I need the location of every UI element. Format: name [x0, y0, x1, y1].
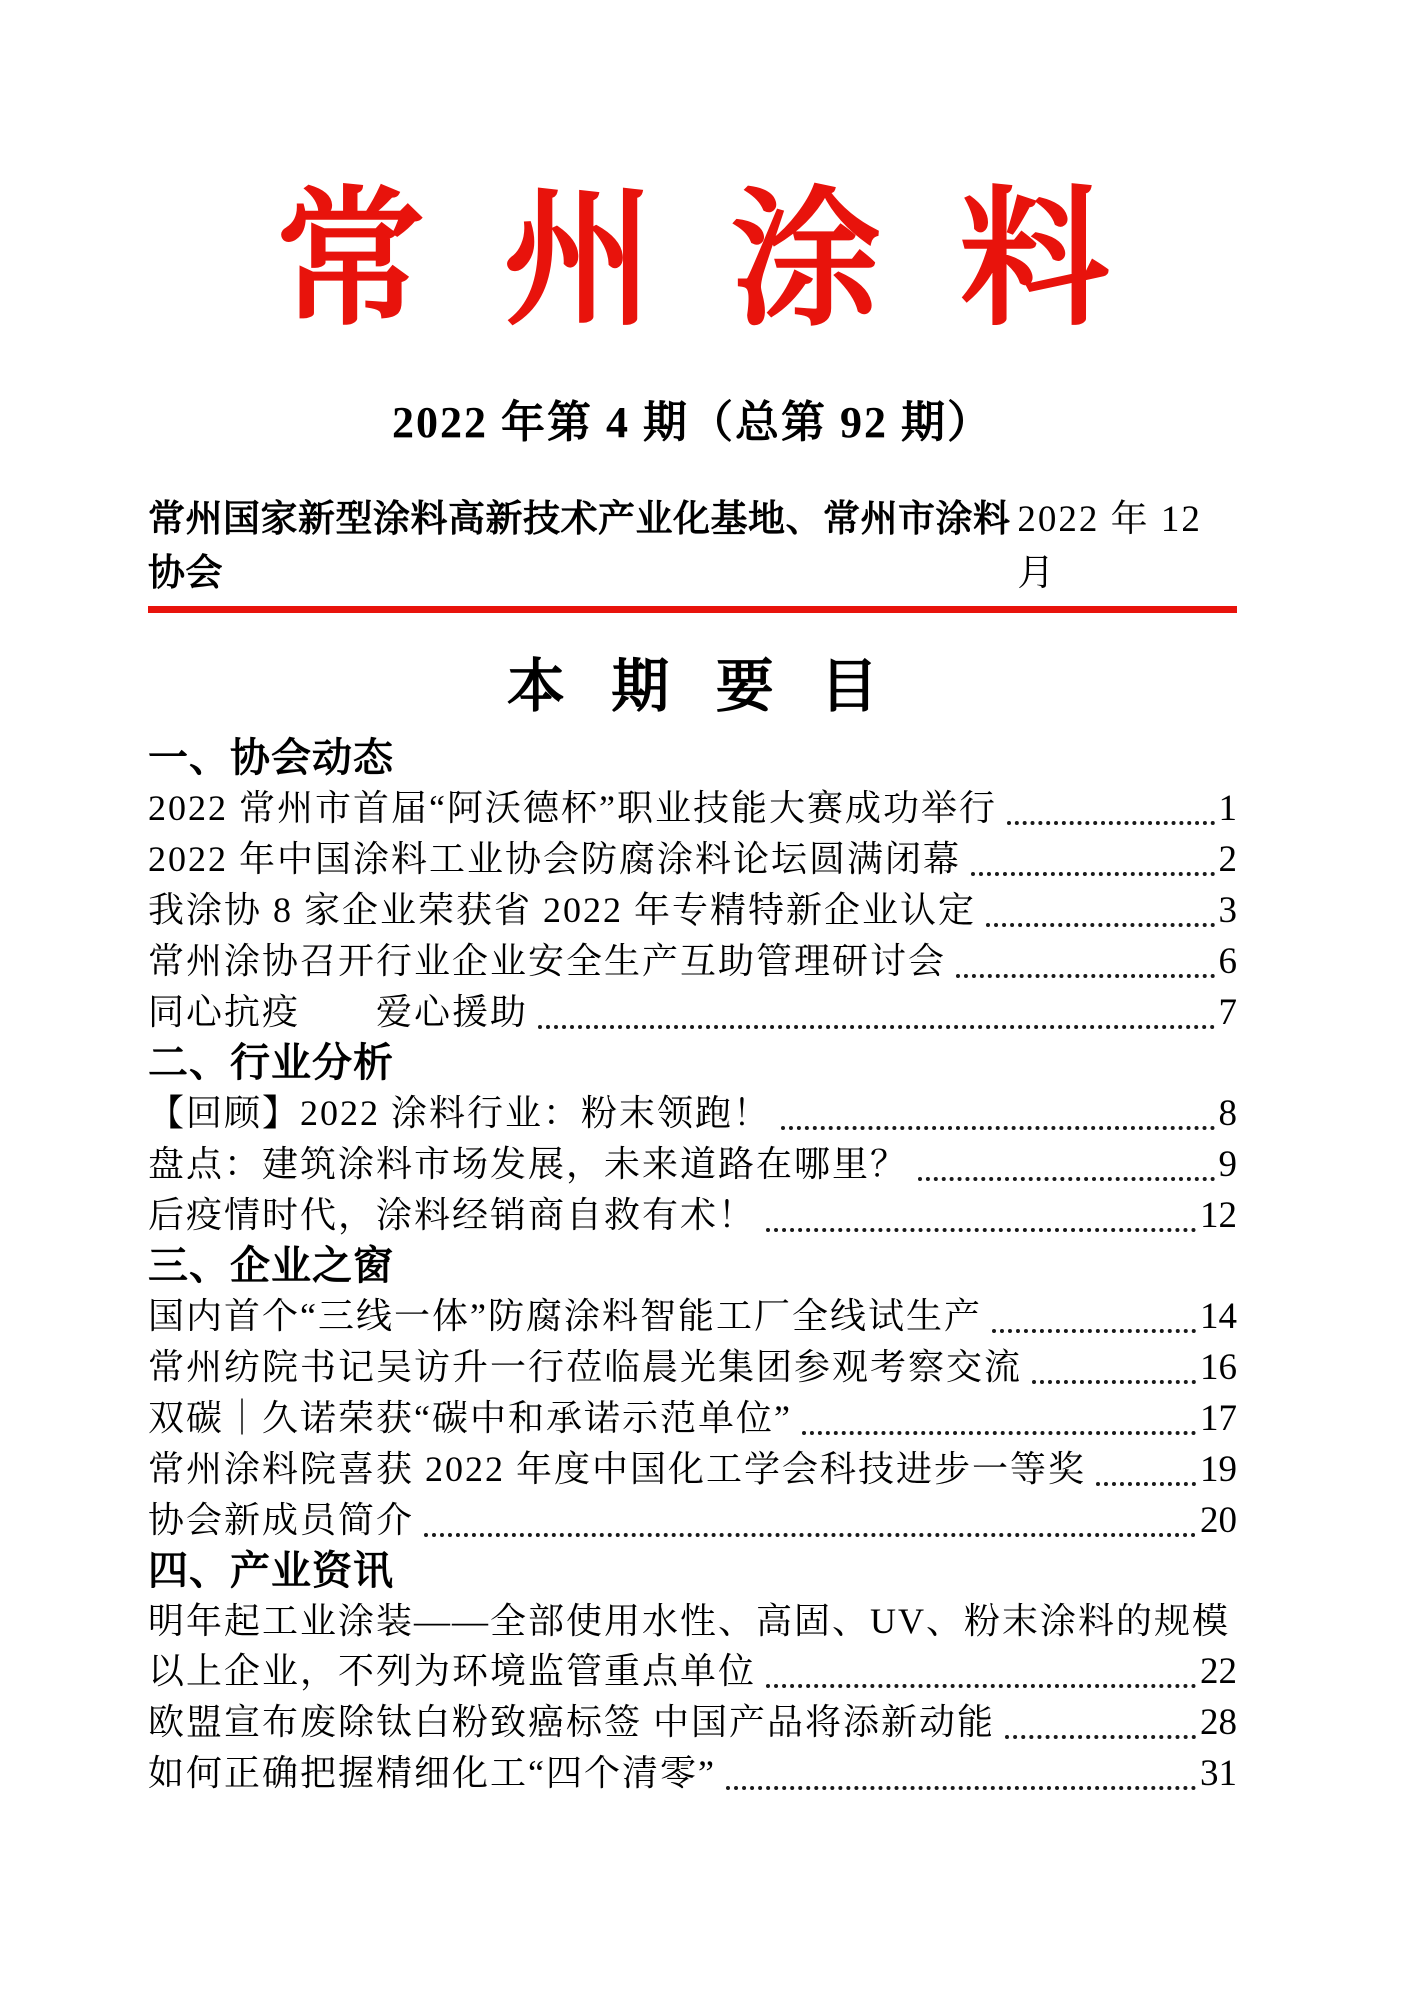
publication-title: 常州涂料: [275, 178, 1188, 344]
table-of-contents: [148, 733, 1237, 1799]
toc-dot-leader: [918, 1177, 1214, 1181]
toc-item: [148, 1190, 1237, 1241]
toc-item-text: 后疫情时代，涂料经销商自救有术！: [148, 1194, 757, 1235]
toc-item: [148, 885, 1237, 936]
toc-page-number: 20: [1200, 1499, 1237, 1541]
toc-page-number: 8: [1218, 1092, 1237, 1134]
toc-section-title: 四、产业资讯: [148, 1548, 394, 1593]
toc-dot-leader: [992, 1329, 1196, 1333]
toc-page-number: 16: [1200, 1346, 1237, 1388]
toc-item: [148, 1646, 1237, 1697]
toc-item-text: 欧盟宣布废除钛白粉致癌标签 中国产品将添新动能: [148, 1701, 996, 1742]
publisher-name: 常州国家新型涂料高新技术产业化基地、常州市涂料协会: [148, 498, 1011, 594]
toc-dot-leader: [538, 1025, 1214, 1029]
toc-item: [148, 834, 1237, 885]
toc-dot-leader: [956, 974, 1214, 978]
toc-item-text: 2022 年中国涂料工业协会防腐涂料论坛圆满闭幕: [148, 838, 962, 879]
toc-section-title: 二、行业分析: [148, 1040, 394, 1085]
toc-section-title: 三、企业之窗: [148, 1243, 394, 1288]
toc-item-text: 双碳｜久诺荣获“碳中和承诺示范单位”: [148, 1397, 792, 1438]
toc-dot-leader: [781, 1126, 1214, 1130]
toc-section-title: 一、协会动态: [148, 735, 394, 780]
publisher-row: [148, 488, 1237, 596]
toc-item: [148, 1495, 1237, 1546]
issue-number-line: 2022 年第 4 期（总第 92 期）: [392, 397, 993, 447]
toc-heading: 本期要目: [506, 653, 925, 719]
toc-item-text: 2022 常州市首届“阿沃德杯”职业技能大赛成功举行: [148, 787, 997, 828]
toc-page-number: 6: [1218, 940, 1237, 982]
toc-page-number: 17: [1200, 1397, 1237, 1439]
toc-page-number: 14: [1200, 1295, 1237, 1337]
toc-item: [148, 783, 1237, 834]
toc-dot-leader: [726, 1786, 1196, 1790]
toc-item-text: 我涂协 8 家企业荣获省 2022 年专精特新企业认定: [148, 889, 977, 930]
toc-dot-leader: [802, 1431, 1196, 1435]
toc-page-number: 1: [1218, 787, 1237, 829]
toc-dot-leader: [1032, 1380, 1196, 1384]
toc-page-number: 2: [1218, 838, 1237, 880]
toc-item-text: 常州纺院书记吴访升一行莅临晨光集团参观考察交流: [148, 1346, 1023, 1387]
toc-item-text: 同心抗疫 爱心援助: [148, 991, 529, 1032]
divider-rule: [148, 606, 1237, 613]
toc-dot-leader: [971, 872, 1214, 876]
toc-item: [148, 1393, 1237, 1444]
toc-item-text: 协会新成员简介: [148, 1499, 415, 1540]
toc-dot-leader: [424, 1533, 1196, 1537]
toc-dot-leader: [1096, 1482, 1196, 1486]
toc-item-text: 明年起工业涂装——全部使用水性、高固、UV、粉末涂料的规模: [148, 1600, 1230, 1641]
toc-dot-leader: [1005, 1735, 1196, 1739]
issue-date: 2022 年 12 月: [1017, 498, 1202, 594]
toc-item: [148, 1444, 1237, 1495]
toc-dot-leader: [1007, 821, 1215, 825]
toc-item: [148, 936, 1237, 987]
toc-item: [148, 1291, 1237, 1342]
toc-item: [148, 1139, 1237, 1190]
toc-item-text: 如何正确把握精细化工“四个清零”: [148, 1752, 716, 1793]
toc-dot-leader: [766, 1228, 1196, 1232]
toc-page-number: 22: [1200, 1650, 1237, 1692]
toc-item: [148, 1596, 1237, 1646]
toc-item-text: 常州涂协召开行业企业安全生产互助管理研讨会: [148, 940, 947, 981]
toc-page-number: 9: [1218, 1143, 1237, 1185]
toc-item-text: 常州涂料院喜获 2022 年度中国化工学会科技进步一等奖: [148, 1448, 1087, 1489]
toc-item: [148, 1697, 1237, 1748]
toc-item-text: 以上企业，不列为环境监管重点单位: [148, 1650, 757, 1691]
toc-page-number: 12: [1200, 1194, 1237, 1236]
toc-item-text: 国内首个“三线一体”防腐涂料智能工厂全线试生产: [148, 1295, 982, 1336]
toc-page-number: 28: [1200, 1701, 1237, 1743]
toc-item: [148, 1342, 1237, 1393]
toc-dot-leader: [766, 1684, 1196, 1688]
toc-dot-leader: [986, 923, 1214, 927]
toc-item-text: 盘点：建筑涂料市场发展，未来道路在哪里？: [148, 1143, 909, 1184]
toc-item: [148, 987, 1237, 1038]
toc-item: [148, 1088, 1237, 1139]
toc-page-number: 7: [1218, 991, 1237, 1033]
toc-page-number: 31: [1200, 1752, 1237, 1794]
toc-item: [148, 1748, 1237, 1799]
toc-page-number: 19: [1200, 1448, 1237, 1490]
toc-item-text: 【回顾】2022 涂料行业：粉末领跑！: [148, 1092, 772, 1133]
toc-page-number: 3: [1218, 889, 1237, 931]
